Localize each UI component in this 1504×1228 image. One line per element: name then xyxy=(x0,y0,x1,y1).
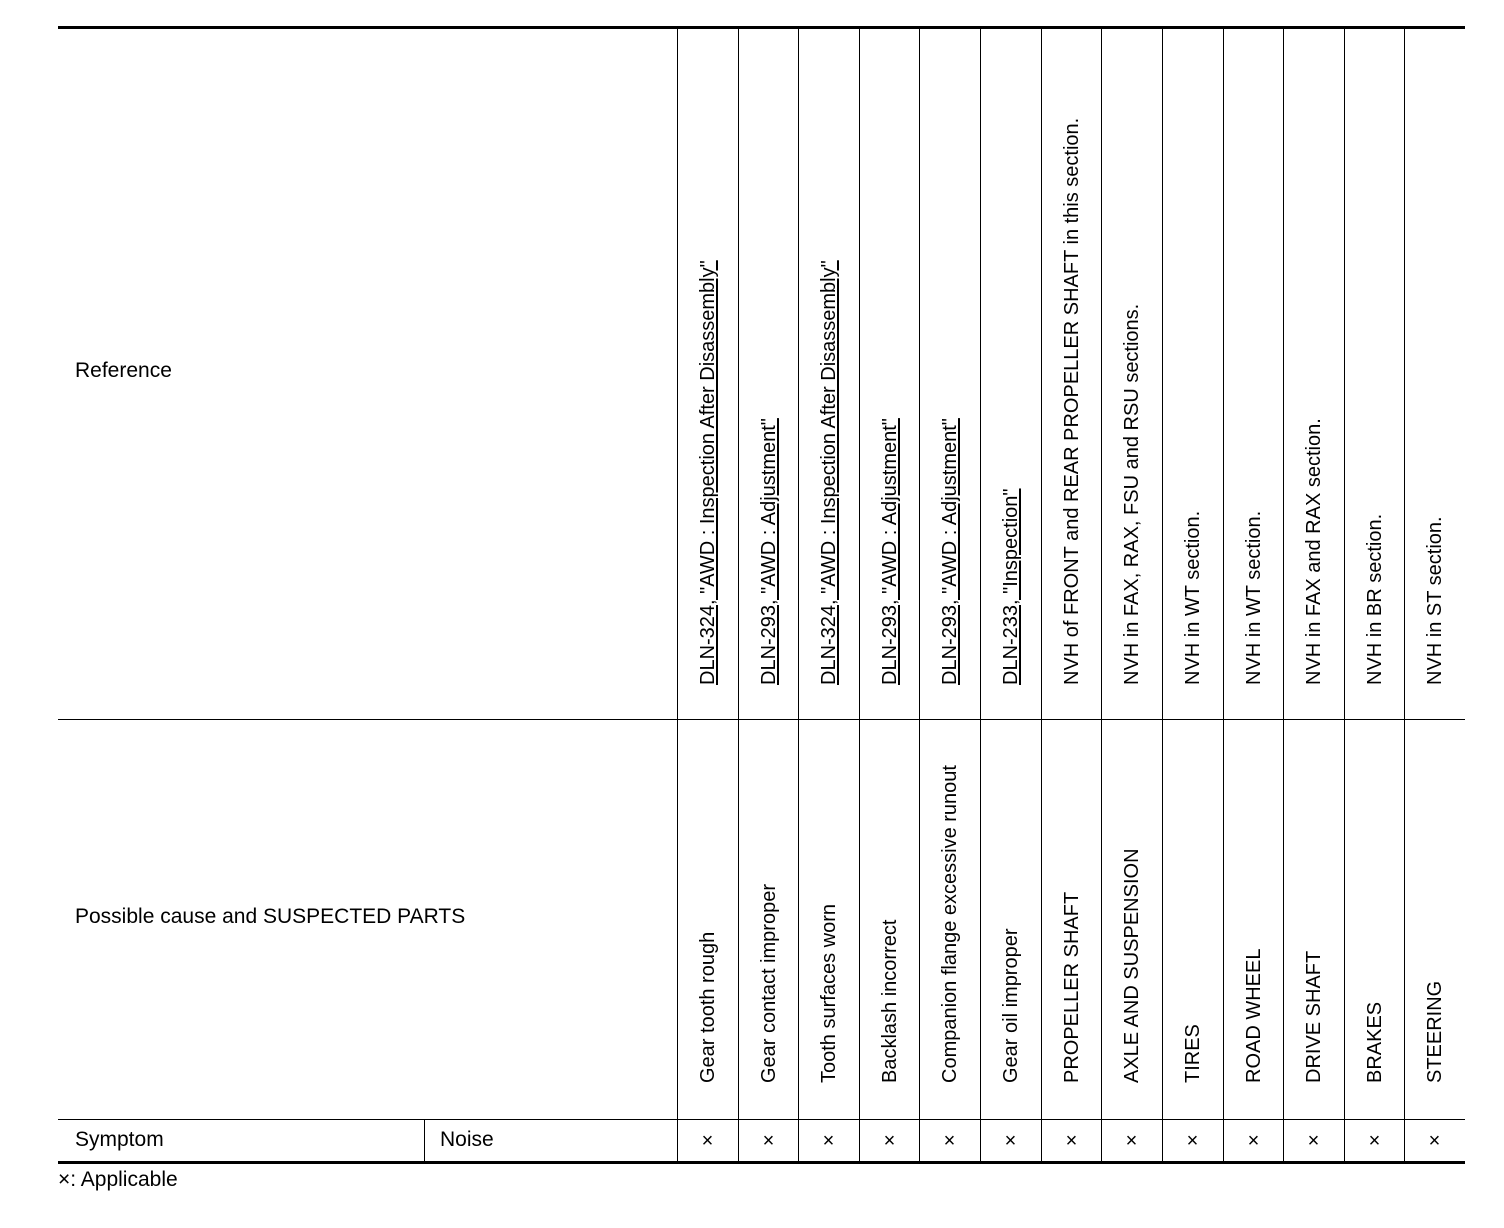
suspected-part: STEERING xyxy=(1423,980,1446,1083)
applicable-mark: × xyxy=(822,1129,835,1152)
cause-cell xyxy=(919,720,980,1103)
suspected-part: Companion flange excessive runout xyxy=(938,765,961,1083)
reference-link[interactable]: DLN-293, "AWD : Adjustment" xyxy=(938,418,961,685)
reference-cell xyxy=(1223,29,1284,705)
reference-cell xyxy=(1041,29,1102,705)
reference-text: NVH in ST section. xyxy=(1423,516,1446,685)
applicable-mark: × xyxy=(943,1129,956,1152)
reference-cell xyxy=(919,29,980,705)
reference-cell xyxy=(1101,29,1162,705)
applicable-mark: × xyxy=(762,1129,775,1152)
suspected-part: Gear oil improper xyxy=(999,928,1022,1083)
suspected-part: TIRES xyxy=(1181,1024,1204,1083)
reference-label: Reference xyxy=(75,359,172,382)
reference-cell xyxy=(859,29,920,705)
reference-link[interactable]: DLN-293, "AWD : Adjustment" xyxy=(757,418,780,685)
applicable-mark: × xyxy=(701,1129,714,1152)
cause-cell xyxy=(1041,720,1102,1103)
reference-cell xyxy=(798,29,859,705)
suspected-part: Tooth surfaces worn xyxy=(817,904,840,1083)
reference-cell xyxy=(677,29,738,705)
reference-cell xyxy=(980,29,1041,705)
applicable-mark: × xyxy=(1125,1129,1138,1152)
cause-cell xyxy=(859,720,920,1103)
cause-cell xyxy=(1162,720,1223,1103)
reference-link[interactable]: DLN-324, "AWD : Inspection After Disassembly" xyxy=(696,260,719,685)
reference-text: NVH in FAX, RAX, FSU and RSU sections. xyxy=(1120,303,1143,685)
reference-text: NVH in FAX and RAX section. xyxy=(1302,418,1325,685)
cause-label: Possible cause and SUSPECTED PARTS xyxy=(75,905,466,928)
cause-divider xyxy=(58,1119,1465,1120)
suspected-part: AXLE AND SUSPENSION xyxy=(1120,848,1143,1083)
reference-text: NVH of FRONT and REAR PROPELLER SHAFT in this section. xyxy=(1060,117,1083,685)
applicable-mark: × xyxy=(1307,1129,1320,1152)
applicable-mark: × xyxy=(1186,1129,1199,1152)
reference-cell xyxy=(1344,29,1405,705)
applicable-mark: × xyxy=(883,1129,896,1152)
symptom-value: Noise xyxy=(440,1128,494,1151)
suspected-part: BRAKES xyxy=(1363,1001,1386,1083)
symptom-label: Symptom xyxy=(75,1128,164,1151)
footnote: ×: Applicable xyxy=(58,1168,178,1191)
cause-cell xyxy=(1223,720,1284,1103)
cause-cell xyxy=(1101,720,1162,1103)
applicable-mark: × xyxy=(1368,1129,1381,1152)
cause-cell xyxy=(1283,720,1344,1103)
cause-cell xyxy=(738,720,799,1103)
reference-cell xyxy=(1283,29,1344,705)
suspected-part: PROPELLER SHAFT xyxy=(1060,891,1083,1083)
reference-link[interactable]: DLN-324, "AWD : Inspection After Disassembly" xyxy=(817,260,840,685)
reference-link[interactable]: DLN-293, "AWD : Adjustment" xyxy=(878,418,901,685)
reference-text: NVH in WT section. xyxy=(1181,510,1204,685)
reference-cell xyxy=(1162,29,1223,705)
reference-text: NVH in BR section. xyxy=(1363,513,1386,685)
suspected-part: Gear tooth rough xyxy=(696,931,719,1083)
cause-cell xyxy=(677,720,738,1103)
reference-link[interactable]: DLN-233, "Inspection" xyxy=(999,488,1022,685)
cause-cell xyxy=(1404,720,1465,1103)
cause-cell xyxy=(1344,720,1405,1103)
suspected-part: DRIVE SHAFT xyxy=(1302,950,1325,1083)
bottom-border xyxy=(58,1161,1465,1164)
cause-cell xyxy=(980,720,1041,1103)
applicable-mark: × xyxy=(1004,1129,1017,1152)
reference-cell xyxy=(1404,29,1465,705)
reference-text: NVH in WT section. xyxy=(1242,510,1265,685)
applicable-mark: × xyxy=(1247,1129,1260,1152)
applicable-mark: × xyxy=(1428,1129,1441,1152)
suspected-part: Gear contact improper xyxy=(757,884,780,1083)
suspected-part: Backlash incorrect xyxy=(878,919,901,1083)
symptom-divider xyxy=(424,1120,425,1162)
suspected-part: ROAD WHEEL xyxy=(1242,948,1265,1083)
reference-cell xyxy=(738,29,799,705)
applicable-mark: × xyxy=(1065,1129,1078,1152)
cause-cell xyxy=(798,720,859,1103)
